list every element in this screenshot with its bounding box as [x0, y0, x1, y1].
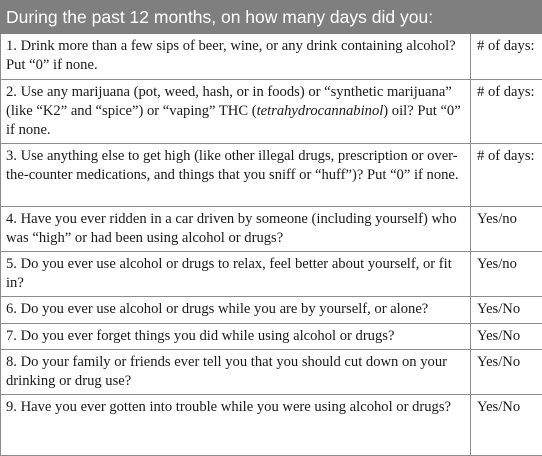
- question-cell: [1, 143, 471, 206]
- table-row: [1, 394, 542, 455]
- question-text: 9. Have you ever gotten into trouble while you were using alcohol or drugs?: [6, 399, 451, 415]
- answer-cell: Yes/No: [471, 394, 542, 455]
- table-row: [1, 143, 542, 206]
- question-text: 8. Do your family or friends ever tell you that you should cut down on your drinking or drug use?: [6, 354, 447, 389]
- table-row: [1, 79, 542, 143]
- question-text: 4. Have you ever ridden in a car driven by someone (including yourself) who was “high” or had been using alcohol or drugs?: [6, 211, 457, 246]
- question-text: 2. Use any marijuana (pot, weed, hash, or in foods) or “synthetic marijuana” (like “K2” and “spice”) or “vaping” THC (: [6, 84, 452, 119]
- answer-cell: Yes/No: [471, 323, 542, 349]
- question-text-end: ) oil? Put “0” if none.: [6, 103, 461, 138]
- question-cell: [1, 251, 471, 296]
- answer-cell: # of days:: [471, 79, 542, 143]
- question-text: 5. Do you ever use alcohol or drugs to relax, feel better about yourself, or fit in?: [6, 256, 452, 291]
- table-row: [1, 251, 542, 296]
- question-cell: [1, 79, 471, 143]
- question-text: 3. Use anything else to get high (like other illegal drugs, prescription or over-the-counter medications, and things that you sniff or “huff”)? Put “0” if none.: [6, 148, 459, 183]
- question-table: [0, 34, 542, 456]
- question-text: 7. Do you ever forget things you did while using alcohol or drugs?: [6, 328, 394, 344]
- answer-cell: # of days:: [471, 143, 542, 206]
- question-cell: [1, 323, 471, 349]
- answer-cell: # of days:: [471, 34, 542, 79]
- table-row: [1, 349, 542, 394]
- table-row: [1, 296, 542, 323]
- question-cell: [1, 394, 471, 455]
- question-text: 1. Drink more than a few sips of beer, wine, or any drink containing alcohol? Put “0” if none.: [6, 38, 456, 73]
- answer-cell: Yes/no: [471, 251, 542, 296]
- question-cell: [1, 349, 471, 394]
- answer-cell: Yes/no: [471, 206, 542, 251]
- table-row: [1, 34, 542, 79]
- question-cell: [1, 34, 471, 79]
- question-cell: [1, 206, 471, 251]
- answer-cell: Yes/No: [471, 349, 542, 394]
- table-row: [1, 206, 542, 251]
- answer-cell: Yes/No: [471, 296, 542, 323]
- question-cell: [1, 296, 471, 323]
- question-text: 6. Do you ever use alcohol or drugs while you are by yourself, or alone?: [6, 301, 428, 317]
- table-row: [1, 323, 542, 349]
- table-title: During the past 12 months, on how many days did you:: [0, 0, 542, 34]
- question-text-italic: tetrahydrocannabinol: [257, 103, 384, 119]
